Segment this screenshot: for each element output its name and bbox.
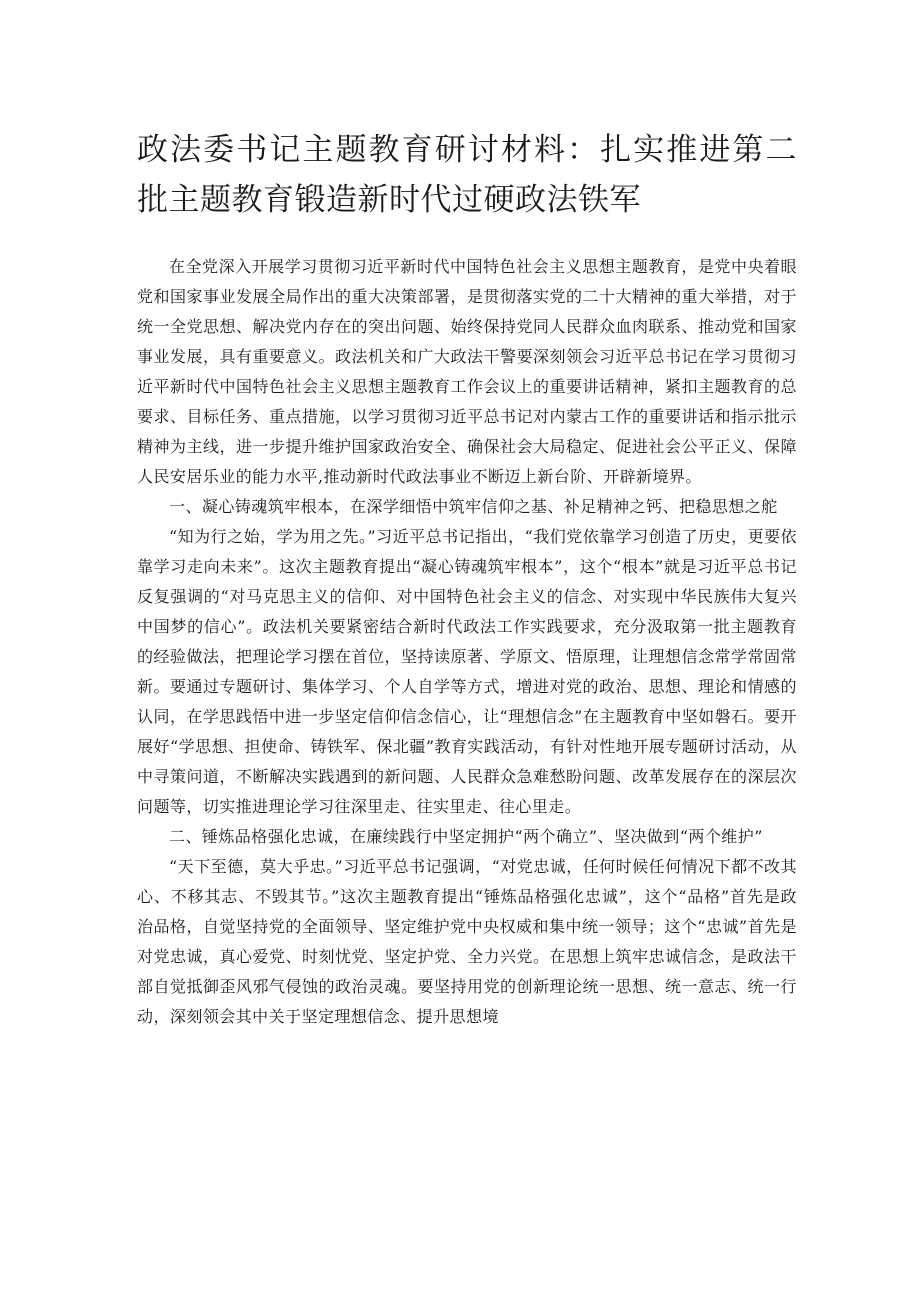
section-heading-2: 二、锤炼品格强化忠诚，在廉续践行中坚定拥护“两个确立”、坚决做到“两个维护” — [169, 827, 763, 846]
intro-paragraph: 在全党深入开展学习贯彻习近平新时代中国特色社会主义思想主题教育，是党中央着眼党和国家事业发展全局作出的重大决策部署，是贯彻落实党的二十大精神的重大举措，对于统一全党思想、解决党内存在的突出问题、始终保持党同人民群众血肉联系、推动党和国家事业发展，具有重要意义。政法机关和广大政法干警要深刻领会习近平总书记在学习贯彻习近平新时代中国特色社会主义思想主题教育工作会议上的重要讲话精神，紧扣主题教育的总要求、目标任务、重点措施，以学习贯彻习近平总书记对内蒙古工作的重要讲话和指示批示精神为主线，进一步提升维护国家政治安全、确保社会大局稳定、促进社会公平正义、保障人民安居乐业的能力水平,推动新时代政法事业不断迈上新台阶、开辟新境界。 — [137, 257, 797, 486]
section-2-paragraph: “天下至德，莫大乎忠。”习近平总书记强调，“对党忠诚，任何时候任何情况下都不改其心、不移其志、不毁其节。”这次主题教育提出“锤炼品格强化忠诚”，这个“品格”首先是政治品格，自觉坚持党的全面领导、坚定维护党中央权威和集中统一领导；这个“忠诚”首先是对党忠诚，真心爱党、时刻忧党、坚定护党、全力兴党。在思想上筑牢忠诚信念，是政法干部自觉抵御歪风邪气侵蚀的政治灵魂。要坚持用党的创新理论统一思想、统一意志、统一行动，深刻领会其中关于坚定理想信念、提升思想境 — [137, 857, 797, 1026]
document-page — [137, 125, 797, 1032]
document-title: 政法委书记主题教育研讨材料：扎实推进第二批主题教育锻造新时代过硬政法铁军 — [137, 132, 797, 218]
section-1-paragraph: “知为行之始，学为用之先。”习近平总书记指出，“我们党依靠学习创造了历史，更要依靠学习走向未来”。这次主题教育提出“凝心铸魂筑牢根本”，这个“根本”就是习近平总书记反复强调的“对马克思主义的信仰、对中国特色社会主义的信念、对实现中华民族伟大复兴中国梦的信心”。政法机关要紧密结合新时代政法工作实践要求，充分汲取第一批主题教育的经验做法，把理论学习摆在首位，坚持读原著、学原文、悟原理，让理想信念常学常固常新。要通过专题研讨、集体学习、个人自学等方式，增进对党的政治、思想、理论和情感的认同，在学思践悟中进一步坚定信仰信念信心，让“理想信念”在主题教育中坚如磐石。要开展好“学思想、担使命、铸铁军、保北疆”教育实践活动，有针对性地开展专题研讨活动，从中寻策问道，不断解决实践遇到的新问题、人民群众急难愁盼问题、改革发展存在的深层次问题等，切实推进理论学习往深里走、往实里走、往心里走。 — [137, 527, 797, 816]
section-heading-1: 一、凝心铸魂筑牢根本，在深学细悟中筑牢信仰之基、补足精神之钙、把稳思想之舵 — [169, 497, 778, 516]
